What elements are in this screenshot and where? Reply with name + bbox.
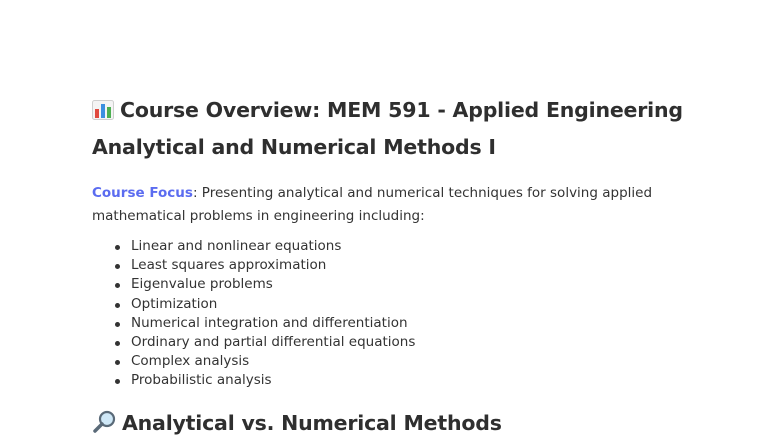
bar-chart-icon	[92, 95, 114, 115]
page-title	[92, 92, 732, 166]
course-focus-link[interactable]: Course Focus	[92, 185, 193, 201]
list-item: Optimization	[115, 295, 732, 314]
bullet-icon	[115, 360, 120, 365]
list-item: Probabilistic analysis	[115, 371, 732, 390]
list-item: Complex analysis	[115, 352, 732, 371]
title-line-1: Course Overview: MEM 591 - Applied Engineering	[120, 98, 683, 122]
bullet-icon	[115, 322, 120, 327]
course-focus-paragraph	[92, 182, 732, 228]
list-item: Linear and nonlinear equations	[115, 237, 732, 256]
bullet-icon	[115, 303, 120, 308]
list-item: Ordinary and partial differential equations	[115, 333, 732, 352]
section-title: Analytical vs. Numerical Methods	[122, 411, 502, 435]
bullet-icon	[115, 245, 120, 250]
section-heading-analytical-vs-numerical	[92, 408, 502, 438]
list-item: Numerical integration and differentiation	[115, 314, 732, 333]
topics-list	[92, 237, 732, 391]
title-line-2: Analytical and Numerical Methods I	[92, 135, 496, 159]
course-focus-text: : Presenting analytical and numerical techniques for solving applied mathematical problems in engineering including:	[92, 185, 653, 224]
bullet-icon	[115, 264, 120, 269]
list-item: Least squares approximation	[115, 256, 732, 275]
course-overview-section	[92, 92, 732, 391]
magnifying-glass-icon	[92, 410, 118, 434]
bullet-icon	[115, 283, 120, 288]
list-item: Eigenvalue problems	[115, 275, 732, 294]
bullet-icon	[115, 379, 120, 384]
bullet-icon	[115, 341, 120, 346]
